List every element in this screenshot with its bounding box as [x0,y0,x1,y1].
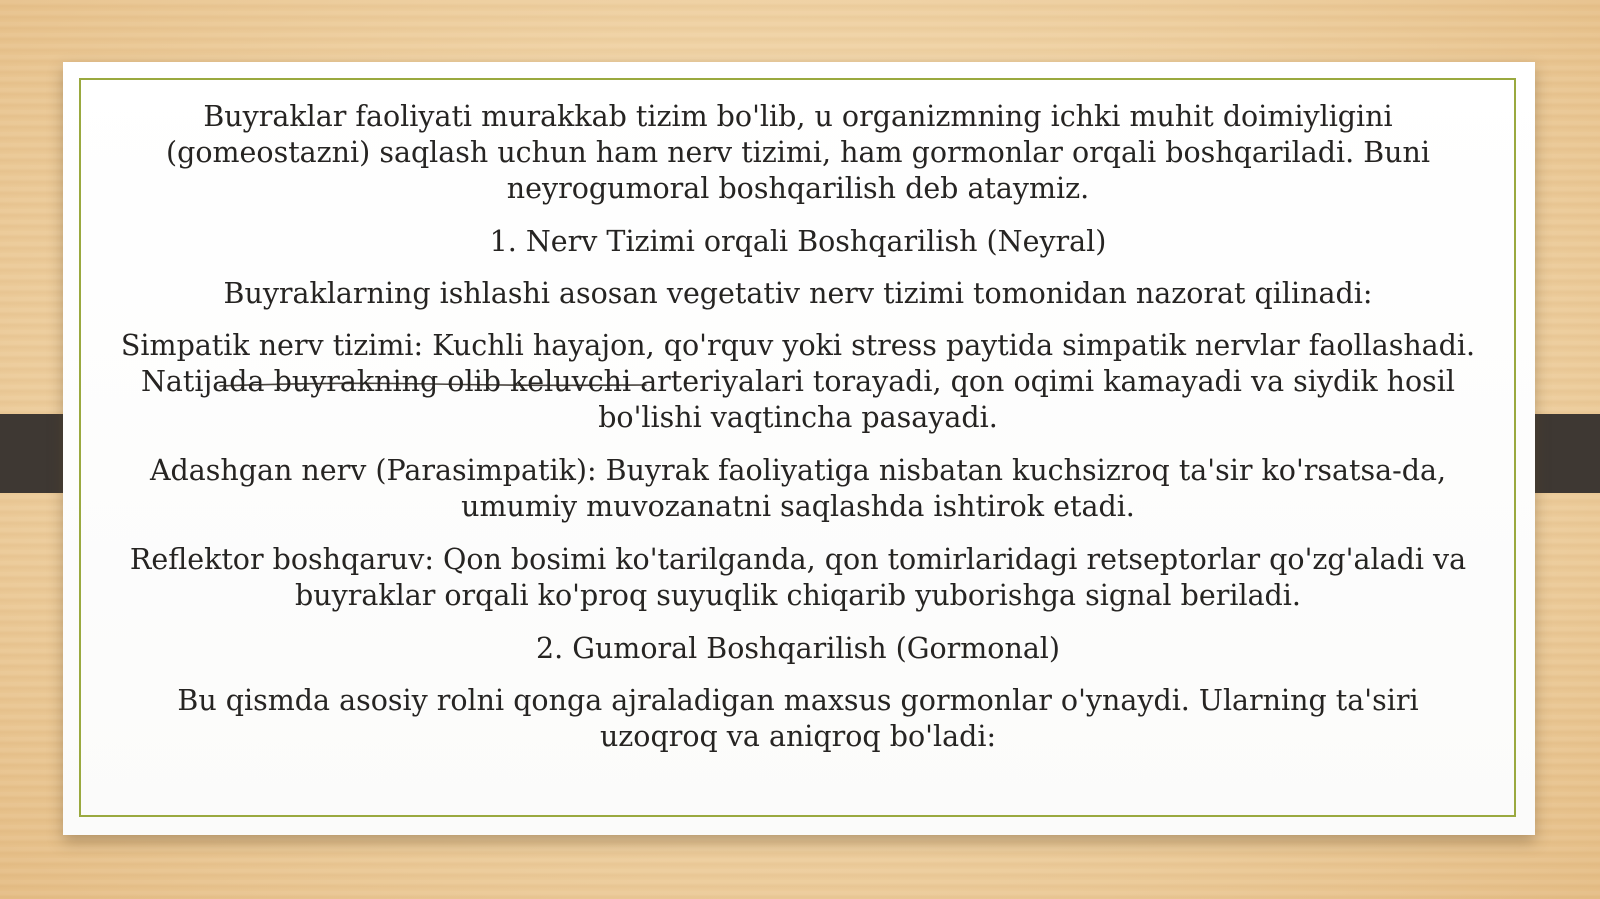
humoral-intro-paragraph: Bu qismda asosiy rolni qonga ajraladigan maxsus gormonlar o'ynaydi. Ularning ta'siri uzoqroq va aniqroq bo'ladi: [177,684,1419,753]
parasympathetic-paragraph: Adashgan nerv (Parasimpatik): Buyrak faoliyatiga nisbatan kuchsizroq ta'sir ko'rsatsa-da, umumiy muvozanatni saqlashda ishtirok etadi. [149,454,1447,523]
neural-intro-paragraph: Buyraklarning ishlashi asosan vegetativ nerv tizimi tomonidan nazorat qilinadi: [223,277,1373,310]
reflex-paragraph: Reflektor boshqaruv: Qon bosimi ko'tarilganda, qon tomirlaridagi retseptorlar qo'zg'aladi va buyraklar orqali ko'proq suyuqlik chiqarib yuborishga signal beriladi. [129,543,1467,612]
sympathetic-paragraph: Simpatik nerv tizimi: Kuchli hayajon, qo'rquv yoki stress paytida simpatik nervlar faollashadi. Natijada buyrakning olib keluvchi arteriyalari torayadi, qon oqimi kamayadi va siydik hosil bo'lishi vaqtincha pasayadi. [120,329,1476,434]
section-heading-humoral: 2. Gumoral Boshqarilish (Gormonal) [535,632,1061,665]
slide-content [120,99,1476,772]
section-heading-neural: 1. Nerv Tizimi orqali Boshqarilish (Neyral) [489,225,1107,258]
intro-paragraph: Buyraklar faoliyati murakkab tizim bo'lib, u organizmning ichki muhit doimiyligini (gomeostazni) saqlash uchun ham nerv tizimi, ham gormonlar orqali boshqariladi. Buni neyrogumoral boshqarilish deb ataymiz. [166,100,1430,205]
